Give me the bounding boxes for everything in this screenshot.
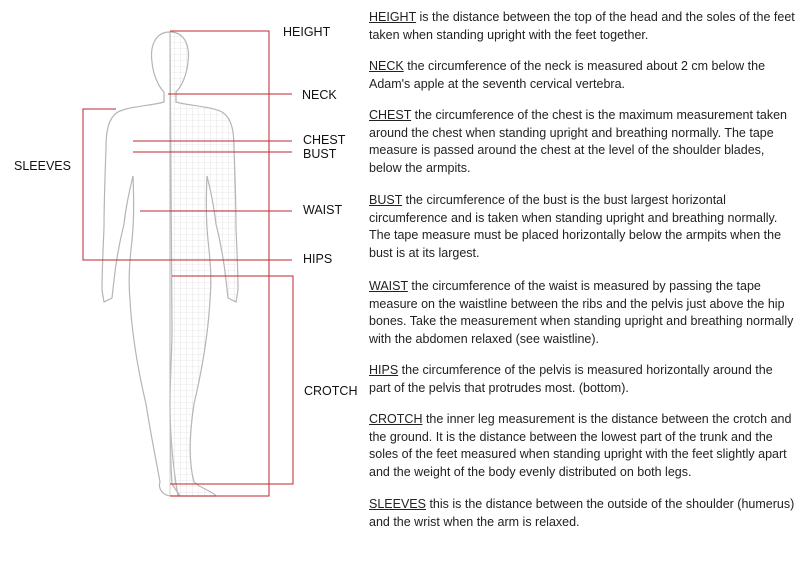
desc-height: HEIGHT is the distance between the top of the head and the soles of the feet taken when standing upright with the feet together. bbox=[369, 10, 795, 42]
label-waist: WAIST bbox=[303, 203, 343, 217]
body-illustration bbox=[0, 0, 360, 578]
desc-chest: CHEST the circumference of the chest is the maximum measurement taken around the chest when standing upright and breathing normally. The tape measure is passed around the chest at the level of the shoulder blades, below the armpits. bbox=[369, 108, 787, 175]
label-chest: CHEST bbox=[303, 133, 346, 147]
label-bust: BUST bbox=[303, 147, 337, 161]
desc-crotch: CROTCH the inner leg measurement is the distance between the crotch and the ground. It is the distance between the lowest part of the trunk and the soles of the feet measured when standing upright with the feet slightly apart and the weight of the body evenly distributed on both legs. bbox=[369, 412, 792, 479]
human-silhouette bbox=[102, 32, 238, 496]
desc-neck: NECK the circumference of the neck is measured about 2 cm below the Adam's apple at the seventh cervical vertebra. bbox=[369, 59, 766, 91]
label-neck: NECK bbox=[302, 88, 337, 102]
label-sleeves: SLEEVES bbox=[14, 159, 71, 173]
desc-hips: HIPS the circumference of the pelvis is measured horizontally around the part of the pelvis that protrudes most. (bottom). bbox=[369, 363, 773, 395]
label-height: HEIGHT bbox=[283, 25, 331, 39]
label-crotch: CROTCH bbox=[304, 384, 358, 398]
desc-sleeves: SLEEVES this is the distance between the outside of the shoulder (humerus) and the wrist when the arm is relaxed. bbox=[369, 497, 795, 529]
desc-waist: WAIST the circumference of the waist is measured by passing the tape measure on the waistline between the ribs and the pelvis just above the hip bones. Take the measurement when standing upright and breathing normally with the abdomen relaxed (see waistline). bbox=[369, 279, 794, 346]
label-hips: HIPS bbox=[303, 252, 333, 266]
body-figure bbox=[0, 0, 360, 578]
desc-bust: BUST the circumference of the bust is the bust largest horizontal circumference and is taken when standing upright and breathing normally. The tape measure must be placed horizontally below the armpits when the bust is at its largest. bbox=[369, 193, 782, 260]
